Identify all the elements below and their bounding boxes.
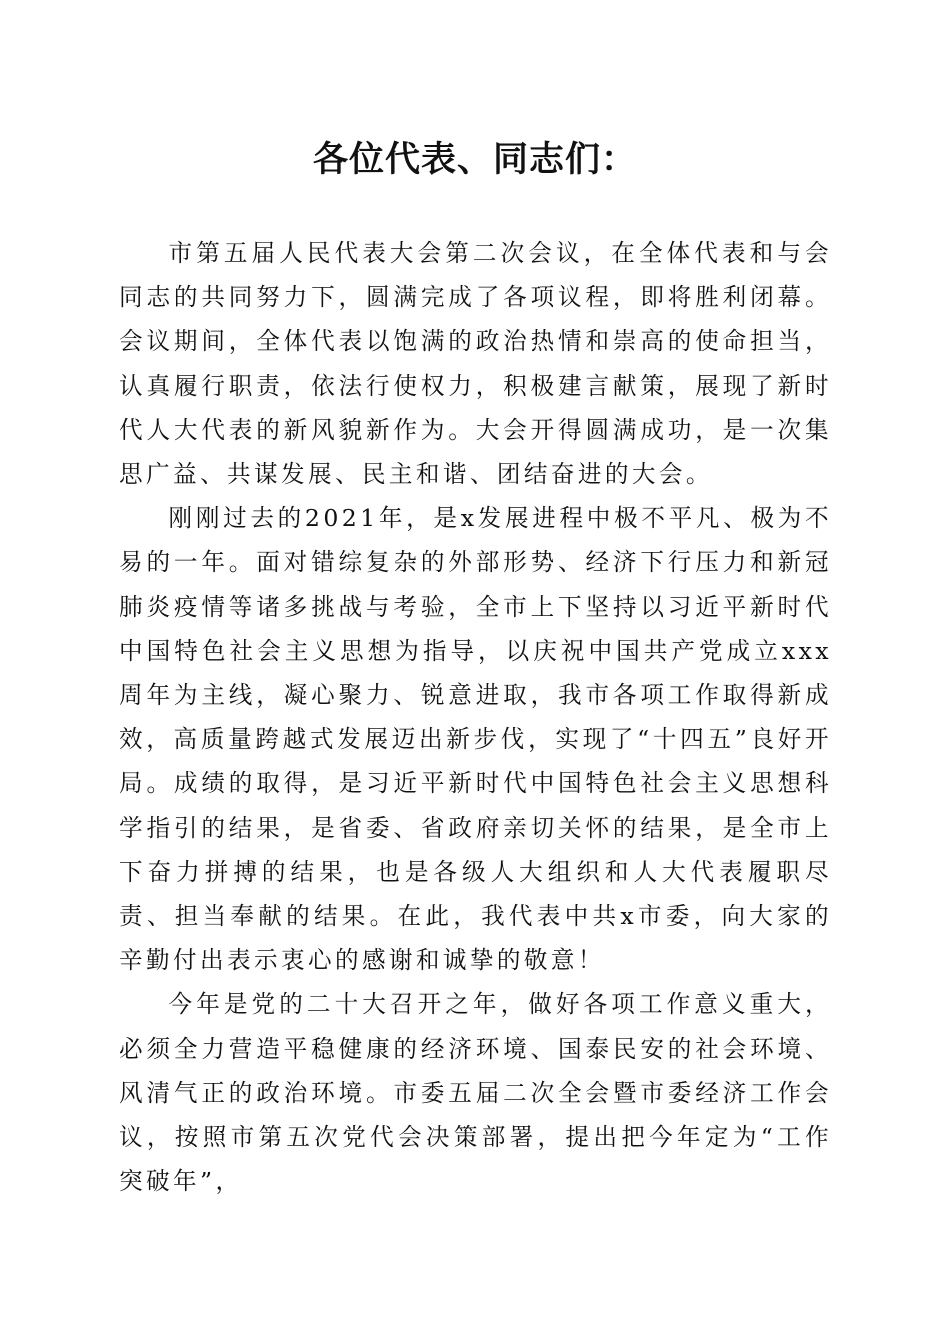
- paragraph-2: 刚刚过去的2021年，是x发展进程中极不平凡、极为不易的一年。面对错综复杂的外部形势、经济下行压力和新冠肺炎疫情等诸多挑战与考验，全市上下坚持以习近平新时代中国特色社会主义思想为指导，以庆祝中国共产党成立xxx周年为主线，凝心聚力、锐意进取，我市各项工作取得新成效，高质量跨越式发展迈出新步伐，实现了“十四五”良好开局。成绩的取得，是习近平新时代中国特色社会主义思想科学指引的结果，是省委、省政府亲切关怀的结果，是全市上下奋力拼搏的结果，也是各级人大组织和人大代表履职尽责、担当奉献的结果。在此，我代表中共x市委，向大家的辛勤付出表示衷心的感谢和诚挚的敬意！: [119, 504, 832, 975]
- paragraph-3: 今年是党的二十大召开之年，做好各项工作意义重大，必须全力营造平稳健康的经济环境、国泰民安的社会环境、风清气正的政治环境。市委五届二次全会暨市委经济工作会议，按照市第五次党代会决策部署，提出把今年定为“工作突破年”，: [119, 990, 832, 1196]
- paragraph-1: 市第五届人民代表大会第二次会议，在全体代表和与会同志的共同努力下，圆满完成了各项议程，即将胜利闭幕。会议期间，全体代表以饱满的政治热情和崇高的使命担当，认真履行职责，依法行使权力，积极建言献策，展现了新时代人大代表的新风貌新作为。大会开得圆满成功，是一次集思广益、共谋发展、民主和谐、团结奋进的大会。: [119, 239, 832, 489]
- document-body: [119, 231, 832, 1203]
- page-title: 各位代表、同志们：: [312, 139, 637, 180]
